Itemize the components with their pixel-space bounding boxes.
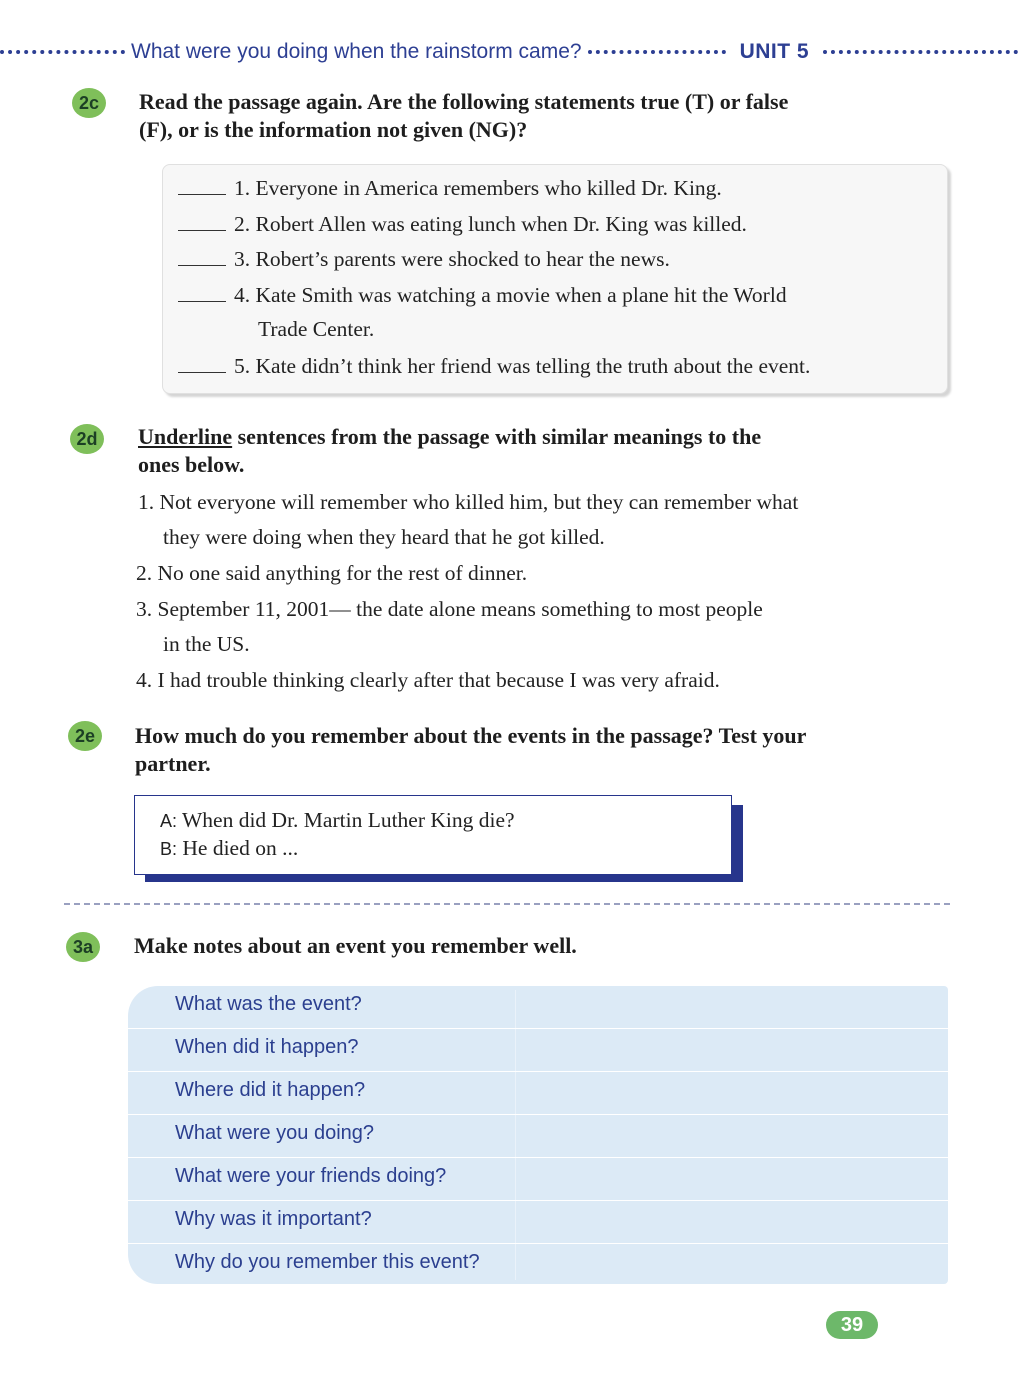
answer-blank[interactable] xyxy=(178,281,226,302)
section-3a-instruction: Make notes about an event you remember well. xyxy=(134,933,577,958)
sentence-item: 4. I had trouble thinking clearly after that because I was very afraid. xyxy=(136,668,720,692)
underline-word: Underline xyxy=(138,424,233,449)
notes-question: What were you doing? xyxy=(175,1122,375,1144)
statement-text: 4. Kate Smith was watching a movie when a plane hit the World xyxy=(234,283,787,307)
unit-title: What were you doing when the rainstorm came? xyxy=(131,40,582,63)
section-badge-2e: 2e xyxy=(68,721,102,751)
dialog-text: When did Dr. Martin Luther King die? xyxy=(177,808,515,832)
statement-item xyxy=(178,245,670,273)
statement-item xyxy=(178,281,787,309)
unit-label: UNIT 5 xyxy=(739,40,810,63)
statement-text: 5. Kate didn’t think her friend was telling the truth about the event. xyxy=(234,354,811,378)
statement-continuation: Trade Center. xyxy=(258,317,375,341)
dialog-text: He died on ... xyxy=(177,836,299,860)
notes-question: Why do you remember this event? xyxy=(175,1251,480,1273)
section-2c-instruction-line1: Read the passage again. Are the following statements true (T) or false xyxy=(139,89,789,114)
dialog-line-a xyxy=(160,806,515,835)
notes-question: Why was it important? xyxy=(175,1208,372,1230)
notes-question: When did it happen? xyxy=(175,1036,359,1058)
page-number: 39 xyxy=(826,1311,878,1339)
running-header xyxy=(0,36,1024,68)
section-2e-instruction-line1: How much do you remember about the events in the passage? Test your xyxy=(135,723,807,748)
section-divider xyxy=(64,903,950,905)
answer-blank[interactable] xyxy=(178,210,226,231)
statement-item xyxy=(178,174,722,202)
speaker-label: B: xyxy=(160,839,178,859)
notes-question: What was the event? xyxy=(175,993,362,1015)
statement-item xyxy=(178,352,810,380)
sentence-continuation: in the US. xyxy=(163,632,250,656)
section-2c-instruction-line2: (F), or is the information not given (NG)? xyxy=(139,117,528,142)
header-dots-left xyxy=(0,50,125,54)
answer-blank[interactable] xyxy=(178,352,226,373)
statement-text: 1. Everyone in America remembers who killed Dr. King. xyxy=(234,176,722,200)
header-dots-right xyxy=(823,50,1018,54)
section-badge-2d: 2d xyxy=(70,424,104,454)
sentence-item: 1. Not everyone will remember who killed him, but they can remember what xyxy=(138,490,799,514)
section-badge-2c: 2c xyxy=(72,88,106,118)
statement-text: 3. Robert’s parents were shocked to hear the news. xyxy=(234,247,670,271)
header-dots-middle xyxy=(588,50,726,54)
speaker-label: A: xyxy=(160,811,178,831)
notes-question: Where did it happen? xyxy=(175,1079,366,1101)
section-2d-instruction-line1 xyxy=(138,423,761,451)
dialog-line-b xyxy=(160,834,298,863)
statement-item xyxy=(178,210,747,238)
statement-text: 2. Robert Allen was eating lunch when Dr. King was killed. xyxy=(234,212,747,236)
answer-blank[interactable] xyxy=(178,174,226,195)
sentence-continuation: they were doing when they heard that he got killed. xyxy=(163,525,605,549)
notes-question: What were your friends doing? xyxy=(175,1165,447,1187)
section-2e-instruction-line2: partner. xyxy=(135,751,211,776)
section-2d-instruction-line2: ones below. xyxy=(138,452,245,477)
sentence-item: 3. September 11, 2001— the date alone means something to most people xyxy=(136,597,763,621)
sentence-item: 2. No one said anything for the rest of dinner. xyxy=(136,561,528,585)
instruction-rest: sentences from the passage with similar meanings to the xyxy=(232,424,762,449)
answer-blank[interactable] xyxy=(178,245,226,266)
section-badge-3a: 3a xyxy=(66,932,100,962)
